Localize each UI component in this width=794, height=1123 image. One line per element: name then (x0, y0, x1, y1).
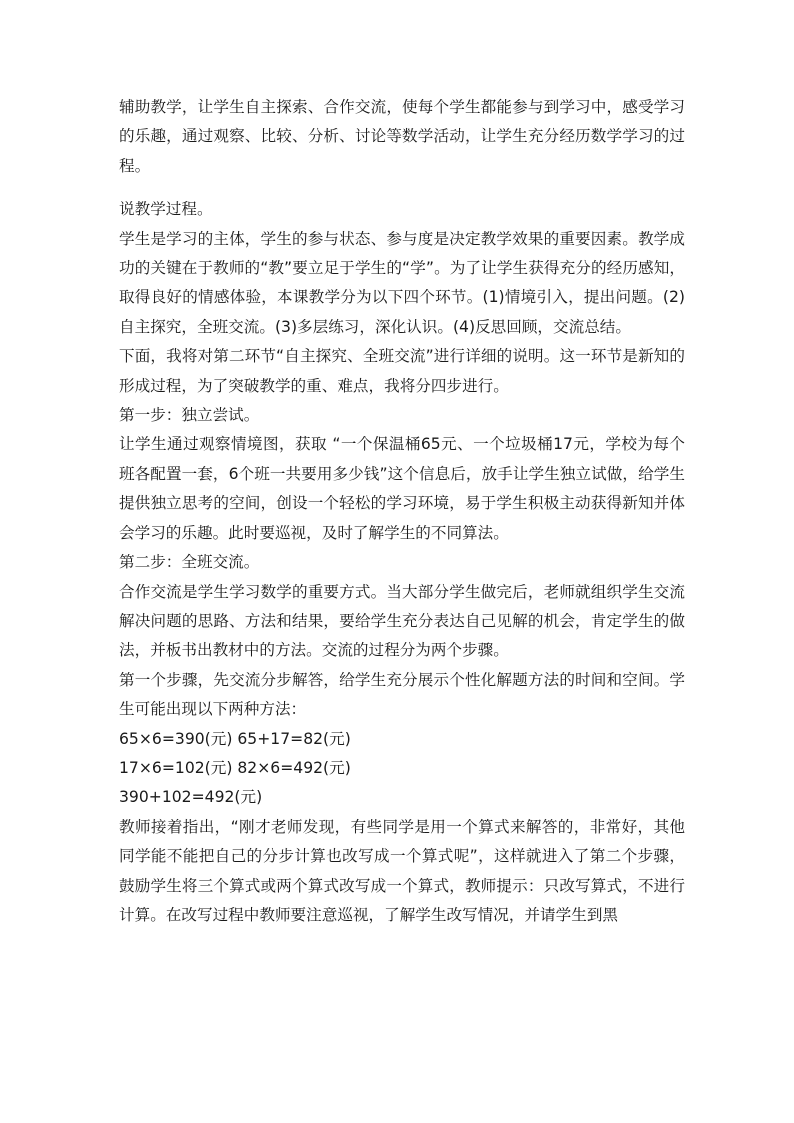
paragraph-process-overview: 学生是学习的主体，学生的参与状态、参与度是决定教学效果的重要因素。教学成功的关键在于教师的“教”要立足于学生的“学”。为了让学生获得充分的经历感知，取得良好的情感体验，本课教学分为以下四个环节。(1)情境引入，提出问题。(2)自主探究，全班交流。(3)多层练习，深化认识。(4)反思回顾，交流总结。 (119, 229, 685, 336)
paragraph-gap (119, 181, 685, 195)
step-two-heading: 第二步：全班交流。 (119, 553, 260, 572)
equation-line-2: 17×6=102(元) 82×6=492(元) (119, 758, 351, 777)
equation-line-3: 390+102=492(元) (119, 788, 263, 807)
document-body (119, 93, 685, 930)
paragraph-second-stage-intro: 下面，我将对第二环节“自主探究、全班交流”进行详细的说明。这一环节是新知的形成过程，为了突破教学的重、难点，我将分四步进行。 (119, 347, 685, 395)
paragraph-step-two: 合作交流是学生学习数学的重要方式。当大部分学生做完后，老师就组织学生交流解决问题的思路、方法和结果，要给学生充分表达自己见解的机会，肯定学生的做法，并板书出教材中的方法。交流的过程分为两个步骤。 (119, 582, 685, 660)
paragraph-intro: 辅助教学，让学生自主探索、合作交流，使每个学生都能参与到学习中，感受学习的乐趣，通过观察、比较、分析、讨论等数学活动，让学生充分经历数学学习的过程。 (119, 98, 685, 175)
paragraph-step-one: 让学生通过观察情境图，获取 “一个保温桶65元、一个垃圾桶17元，学校为每个班各配置一套，6个班一共要用多少钱”这个信息后，放手让学生独立试做，给学生提供独立思考的空间，创设一个轻松的学习环境，易于学生积极主动获得新知并体会学习的乐趣。此时要巡视，及时了解学生的不同算法。 (119, 435, 685, 542)
step-one-heading: 第一步：独立尝试。 (119, 406, 260, 425)
paragraph-second-substep: 教师接着指出，“刚才老师发现，有些同学是用一个算式来解答的，非常好，其他同学能不能把自己的分步计算也改写成一个算式呢”，这样就进入了第二个步骤，鼓励学生将三个算式或两个算式改写成一个算式，教师提示：只改写算式，不进行计算。在改写过程中教师要注意巡视，了解学生改写情况，并请学生到黑 (119, 817, 685, 924)
section-heading-teaching-process: 说教学过程。 (119, 200, 213, 219)
equation-line-1: 65×6=390(元) 65+17=82(元) (119, 729, 351, 748)
paragraph-first-substep: 第一个步骤，先交流分步解答，给学生充分展示个性化解题方法的时间和空间。学生可能出现以下两种方法： (119, 670, 685, 719)
